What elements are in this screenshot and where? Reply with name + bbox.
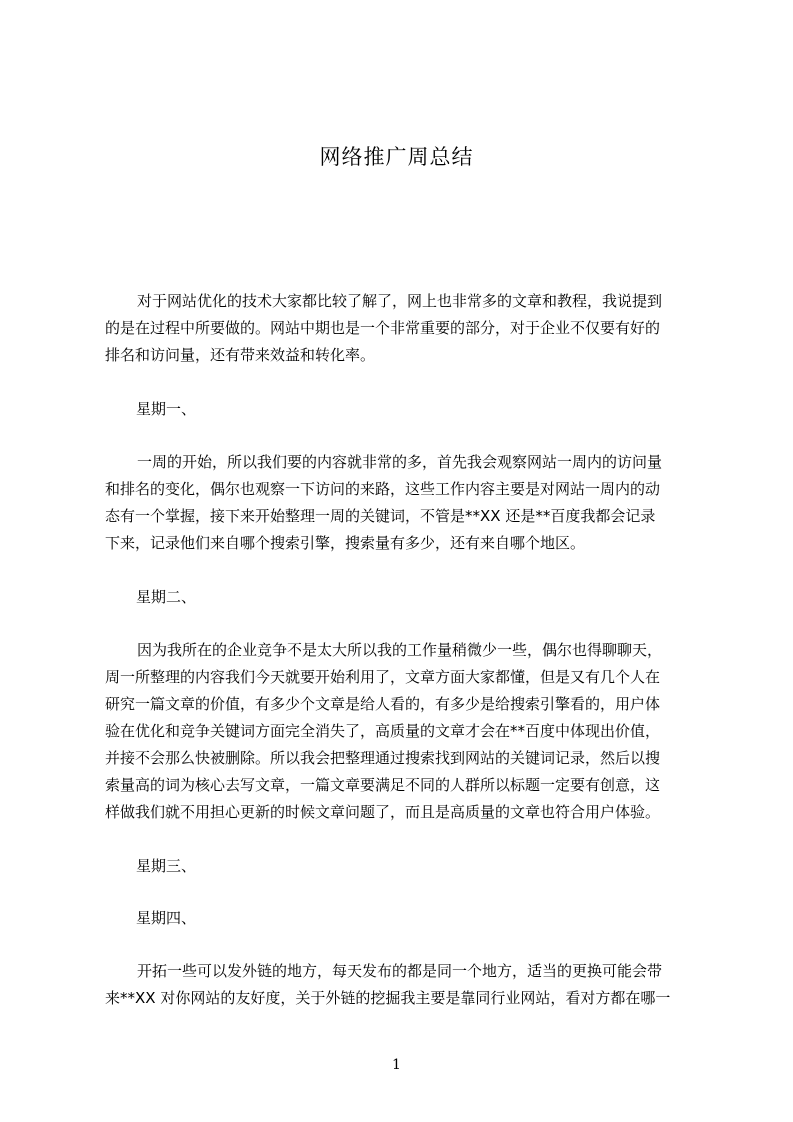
paragraph-line: 一周的开始，所以我们要的内容就非常的多，首先我会观察网站一周内的访问量 <box>137 453 663 471</box>
paragraph-line: 索量高的词为核心去写文章，一篇文章要满足不同的人群所以标题一定要有创意，这 <box>105 776 661 794</box>
paragraph-line: 验在优化和竞争关键词方面完全消失了，高质量的文章才会在**百度中体现出价值， <box>105 722 661 740</box>
paragraph-line: 周一所整理的内容我们今天就要开始利用了，文章方面大家都懂，但是又有几个人在 <box>105 668 661 686</box>
section-heading-wednesday: 星期三、 <box>136 857 197 875</box>
page-number: 1 <box>392 1057 401 1073</box>
paragraph-line: 因为我所在的企业竞争不是太大所以我的工作量稍微少一些，偶尔也得聊聊天， <box>137 641 663 659</box>
paragraph-line: 排名和访问量，还有带来效益和转化率。 <box>105 346 376 364</box>
paragraph-line: 来**XX 对你网站的友好度，关于外链的挖掘我主要是靠同行业网站，看对方都在哪一 <box>105 989 671 1007</box>
paragraph-line: 的是在过程中所要做的。网站中期也是一个非常重要的部分，对于企业不仅要有好的 <box>105 319 661 337</box>
paragraph-line: 下来，记录他们来自哪个搜索引擎，搜索量有多少，还有来自哪个地区。 <box>105 534 586 552</box>
section-heading-tuesday: 星期二、 <box>136 588 197 606</box>
page-title: 网络推广周总结 <box>319 145 474 169</box>
paragraph-line: 开拓一些可以发外链的地方，每天发布的都是同一个地方，适当的更换可能会带 <box>137 962 663 980</box>
paragraph-line: 并接不会那么快被删除。所以我会把整理通过搜索找到网站的关键词记录，然后以搜 <box>105 749 661 767</box>
paragraph-line: 态有一个掌握，接下来开始整理一周的关键词，不管是**XX 还是**百度我都会记录 <box>105 507 656 525</box>
section-heading-monday: 星期一、 <box>136 400 197 418</box>
paragraph-line: 研究一篇文章的价值，有多少个文章是给人看的，有多少是给搜索引擎看的，用户体 <box>105 695 661 713</box>
paragraph-line: 对于网站优化的技术大家都比较了解了，网上也非常多的文章和教程，我说提到 <box>137 292 663 310</box>
paragraph-line: 和排名的变化，偶尔也观察一下访问的来路，这些工作内容主要是对网站一周内的动 <box>105 480 661 498</box>
paragraph-line: 样做我们就不用担心更新的时候文章问题了，而且是高质量的文章也符合用户体验。 <box>105 803 661 821</box>
section-heading-thursday: 星期四、 <box>136 909 197 927</box>
